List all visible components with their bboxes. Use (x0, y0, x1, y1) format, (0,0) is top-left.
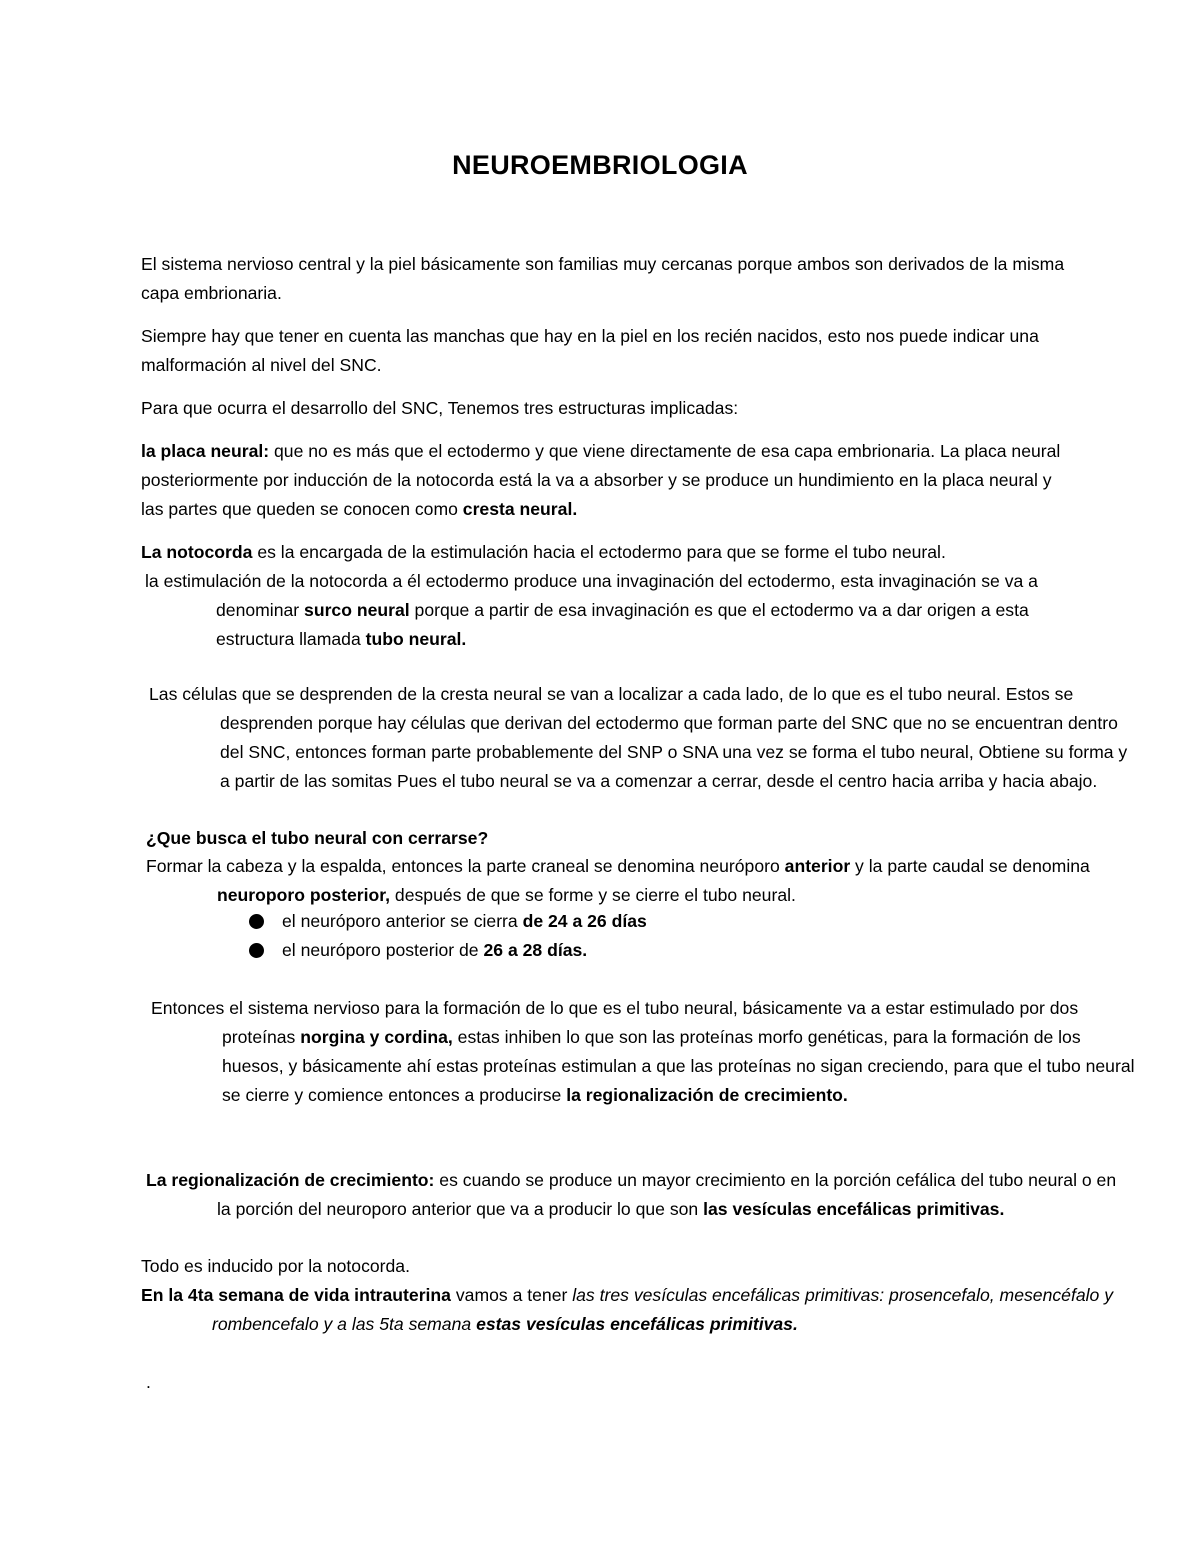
paragraph-structures-text: Para que ocurra el desarrollo del SNC, Tenemos tres estructuras implicadas: (141, 398, 739, 418)
term-placa-neural: la placa neural: (141, 441, 270, 461)
semanas-text: vamos a tener (450, 1285, 573, 1305)
bullet-icon (249, 943, 264, 958)
placa-neural-text: que no es más que el ectodermo y que viene directamente de esa capa embrionaria. La placa neural posteriormente por inducción de la notocorda está la va a absorber y se produce un hundimiento en la placa neural y las partes que queden se conocen como (141, 441, 1061, 519)
semanas-bold-italic: estas vesículas encefálicas primitivas. (476, 1314, 798, 1334)
document-title: NEUROEMBRIOLOGIA (452, 150, 748, 180)
bullet-text: el neurópor (282, 911, 372, 931)
term-regionalizacion-heading: La regionalización de crecimiento: (146, 1170, 435, 1190)
trailing-period: . (146, 1372, 151, 1392)
term-vesiculas: las vesículas encefálicas primitivas. (703, 1199, 1005, 1219)
semanas-italic: las tres vesículas encefálicas primitivas: prosencefalo, mesencéfalo y rombencefalo y a las 5ta semana (212, 1285, 1113, 1334)
paragraph-intro-text: El sistema nervioso central y la piel básicamente son familias muy cercanas porque ambos son derivados de la misma capa embrionaria. (141, 254, 1065, 303)
bullet-icon (249, 914, 264, 929)
term-neuroporo-posterior: neuroporo posterior, (217, 885, 391, 905)
bullet-bold: 26 a 28 días. (483, 940, 588, 960)
neuroporos-text-2: y la parte caudal se denomina (850, 856, 1090, 876)
paragraph-skin-spots (141, 322, 1071, 380)
paragraph-estimulacion (145, 567, 1078, 654)
bullet-text-2: o anterior se cierra (371, 911, 523, 931)
term-regionalizacion: la regionalización de crecimiento. (566, 1085, 848, 1105)
bullet-list (249, 907, 1049, 965)
paragraph-celulas (149, 680, 1130, 796)
paragraph-notocorda-induce (141, 1252, 1071, 1281)
estimulacion-text: la estimulación de la notocorda a él ectodermo produce una invaginación del ectodermo, esta invaginación se va a denominar (145, 571, 1038, 620)
neuroporos-text: Formar la cabeza y la espalda, entonces la parte craneal se denomina neurópo (146, 856, 765, 876)
paragraph-neuroporos (146, 852, 1117, 910)
term-notocorda: La notocorda (141, 542, 253, 562)
notocorda-induce-text: Todo es inducido por la notocorda. (141, 1256, 410, 1276)
term-anterior: anterior (784, 856, 851, 876)
paragraph-semanas (141, 1281, 1124, 1339)
bullet-text: el neurópor (282, 940, 372, 960)
paragraph-regionalizacion (146, 1166, 1129, 1224)
proteinas-text-2: estas inhiben lo que son las proteínas morfo genéticas, para la formación de los huesos, y básicamente ahí estas proteínas estimulan a que las proteínas no sigan creciendo, para que el tubo neural se cierre y comience entonces a producirse (222, 1027, 1135, 1105)
bullet-bold: de 24 a 26 días (522, 911, 647, 931)
list-item (249, 936, 1049, 965)
neuroporos-text-b: ro (764, 856, 785, 876)
term-tubo-neural: tubo neural. (365, 629, 467, 649)
term-4ta-semana: En la 4ta semana de vida intrauterina (141, 1285, 451, 1305)
term-surco-neural: surco neural (304, 600, 410, 620)
celulas-text: Las células que se desprenden de la cresta neural se van a localizar a cada lado, de lo que es el tubo neural. Estos se desprenden porque hay células que derivan del ectodermo que forman parte del SNC que no se encuentran dentro del SNC, entonces forman parte probablemente del SNP o SNA una vez se forma el tubo neural, Obtiene su forma y a partir de las somitas Pues el tubo neural se va a comenzar a cerrar, desde el centro hacia arriba y hacia abajo. (149, 684, 1128, 791)
regionalizacion-text: es cuando se produce un mayor crecimiento en la porción cefálica del tubo neural o en la porción del neuroporo anterior que va a producir lo que son (217, 1170, 1117, 1219)
paragraph-intro (141, 250, 1071, 308)
paragraph-structures (141, 394, 1071, 423)
list-item (249, 907, 1049, 936)
term-cresta-neural: cresta neural. (462, 499, 578, 519)
term-norgina-cordina: norgina y cordina, (300, 1027, 453, 1047)
paragraph-notocorda (141, 538, 1101, 567)
paragraph-proteinas (151, 994, 1142, 1110)
neuroporos-text-3: después de que se forme y se cierre el tubo neural. (390, 885, 796, 905)
paragraph-skin-spots-text: Siempre hay que tener en cuenta las manchas que hay en la piel en los recién nacidos, esto nos puede indicar una malformación al nivel del SNC. (141, 326, 1039, 375)
proteinas-text: Entonces el sistema nervioso para la formación de lo que es el tubo neural, básicamente va a estar estimulado por dos proteínas (151, 998, 1079, 1047)
notocorda-text: es la encargada de la estimulación hacia el ectodermo para que se forme el tubo neural. (252, 542, 946, 562)
question-text: ¿Que busca el tubo neural con cerrarse? (146, 828, 489, 848)
paragraph-placa-neural (141, 437, 1071, 524)
bullet-text-2: o posterior de (371, 940, 484, 960)
estimulacion-text-2: porque a partir de esa invaginación es que el ectodermo va a dar origen a esta estructura llamada (216, 600, 1029, 649)
question-heading (146, 824, 1076, 853)
